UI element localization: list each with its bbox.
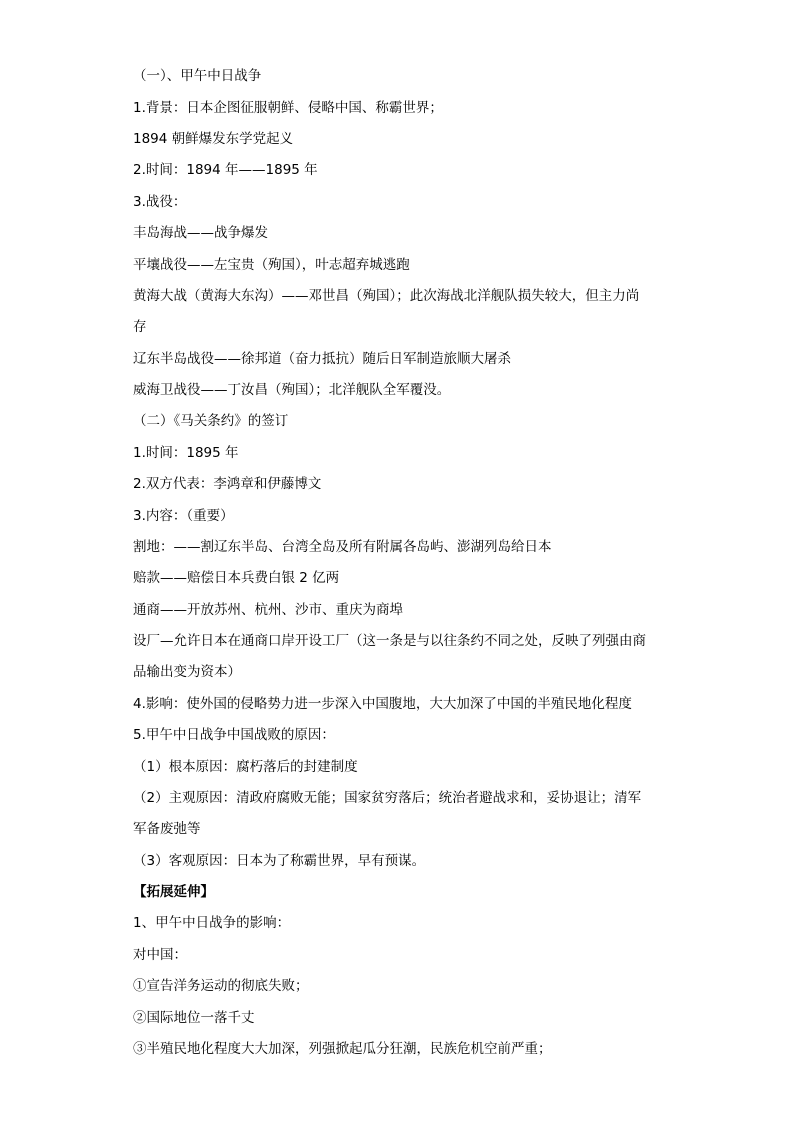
text-line-pungdo-battle: 丰岛海战——战争爆发 (133, 225, 268, 241)
text-line-objective-cause: （3）客观原因：日本为了称霸世界，早有预谋。 (133, 853, 426, 869)
text-line-representatives: 2.双方代表：李鸿章和伊藤博文 (133, 476, 322, 492)
text-line-time: 2.时间：1894 年——1895 年 (133, 162, 318, 178)
heading-extension: 【拓展延伸】 (133, 884, 214, 900)
list-item-semi-colonial: ③半殖民地化程度大大加深，列强掀起瓜分狂潮，民族危机空前严重； (133, 1041, 552, 1057)
list-item-westernization-failure: ①宣告洋务运动的彻底失败； (133, 978, 309, 994)
text-line-factories: 设厂—允许日本在通商口岸开设工厂（这一条是与以往条约不同之处，反映了列强由商 (133, 633, 646, 649)
text-line-impact: 4.影响：使外国的侵略势力进一步深入中国腹地，大大加深了中国的半殖民地化程度 (133, 696, 632, 712)
text-line-weihaiwei-battle: 威海卫战役——丁汝昌（殉国）；北洋舰队全军覆没。 (133, 382, 451, 398)
text-line-liaodong-battle: 辽东半岛战役——徐邦道（奋力抵抗）随后日军制造旅顺大屠杀 (133, 351, 511, 367)
text-line-indemnity: 赔款——赔偿日本兵费白银 2 亿两 (133, 570, 340, 586)
text-line-treaty-time: 1.时间：1895 年 (133, 445, 239, 461)
text-line-content-label: 3.内容：（重要） (133, 508, 234, 524)
text-line-factories-cont: 品输出变为资本） (133, 664, 241, 680)
text-line-defeat-reasons: 5.甲午中日战争中国战败的原因： (133, 727, 335, 743)
text-line-trade-ports: 通商——开放苏州、杭州、沙市、重庆为商埠 (133, 602, 403, 618)
text-line-root-cause: （1）根本原因：腐朽落后的封建制度 (133, 759, 358, 775)
text-line-war-influence: 1、甲午中日战争的影响： (133, 915, 291, 931)
text-line-pyongyang-battle: 平壤战役——左宝贵（殉国），叶志超弃城逃跑 (133, 257, 410, 273)
text-line-yellow-sea-battle: 黄海大战（黄海大东沟）——邓世昌（殉国）；此次海战北洋舰队损失较大，但主力尚 (133, 288, 640, 304)
text-line-battles-label: 3.战役： (133, 194, 187, 210)
heading-treaty-of-shimonoseki: （二）《马关条约》的签订 (133, 413, 289, 429)
text-line-subjective-cause: （2）主观原因：清政府腐败无能；国家贫穷落后；统治者避战求和，妥协退让；清军 (133, 790, 642, 806)
text-line-for-china: 对中国： (133, 947, 187, 963)
text-line-background: 1.背景：日本企图征服朝鲜、侵略中国、称霸世界； (133, 100, 443, 116)
text-line-cession: 割地：——割辽东半岛、台湾全岛及所有附属各岛屿、澎湖列岛给日本 (133, 539, 552, 555)
text-line-donghak-uprising: 1894 朝鲜爆发东学党起义 (133, 131, 294, 147)
text-line-subjective-cause-cont: 军备废弛等 (133, 821, 201, 837)
text-line-yellow-sea-battle-cont: 存 (133, 319, 147, 335)
heading-sino-japanese-war: （一）、甲午中日战争 (133, 68, 262, 84)
list-item-international-status: ②国际地位一落千丈 (133, 1010, 255, 1026)
